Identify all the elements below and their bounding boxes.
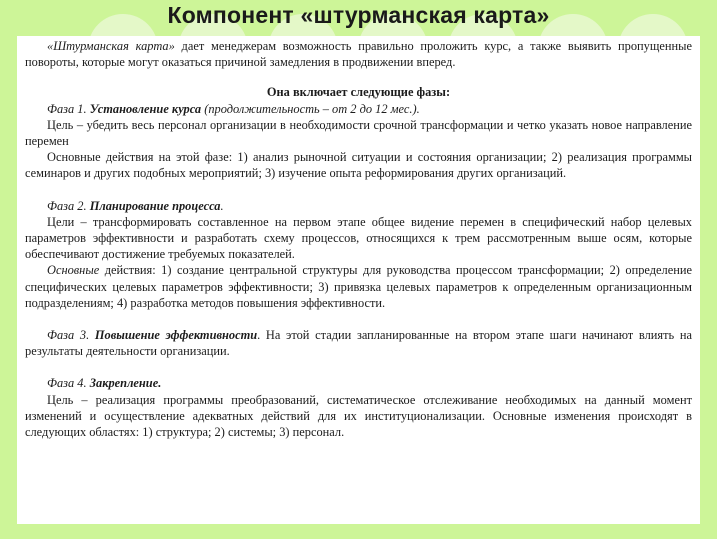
phase1-actions: Основные действия на этой фазе: 1) анализ рыночной ситуации и состояния организации; 2) реализация программы семинаров и других подобных мероприятий; 3) изучение опыта реформирования других организаций. <box>25 150 692 181</box>
phase3-text: На этой стадии запланированные на втором этапе шаги начинают влиять на результаты деятельности организации. <box>25 328 692 359</box>
phase4-num: Фаза 4. <box>47 376 87 391</box>
phase2-num: Фаза 2. <box>47 198 87 213</box>
phase1-title: Установление курса <box>89 101 202 116</box>
intro-paragraph <box>25 38 692 70</box>
phase2-goal: Цели – трансформировать составленное на первом этапе общее видение перемен в специфический набор целевых параметров эффективности и разработать схему процессов, относящихся к трем рассмотренным выше осям, которые обеспечивают достижение требуемых показателей. <box>25 214 692 262</box>
phase3-title: Повышение эффективности <box>94 328 258 343</box>
phase4-text: Цель – реализация программы преобразований, систематическое отслеживание необходимых на данный момент изменений и осуществление адекватных действий для их институционализации. Основные изменения происходят в следующих областях: 1) структура; 2) системы; 3) персонал. <box>25 392 692 440</box>
phase2-heading: Фаза 2. Планирование процесса. <box>47 198 224 213</box>
phase1-note: (продолжительность – от 2 до 12 мес.). <box>204 101 420 116</box>
phase2-actions-text: действия: 1) создание центральной структуры для руководства процессом трансформации; 2) определение специфических целевых параметров эффективности; 3) привязка целевых параметров к определенным организационным подразделениям; 4) разработка методов повышения эффективности. <box>25 263 692 310</box>
phase1-goal: Цель – убедить весь персонал организации в необходимости срочной трансформации и четко указать новое направление перемен <box>25 117 692 149</box>
intro-text: дает менеджерам возможность правильно проложить курс, а также выявить пропущенные повороты, которые могут оказаться причиной замедления в продвижении вперед. <box>25 39 692 70</box>
phase3-num: Фаза 3. <box>47 328 90 343</box>
phase4-heading <box>25 375 692 391</box>
phase1-heading <box>25 101 692 117</box>
phase2-title: Планирование процесса <box>89 198 221 213</box>
phase3-paragraph: Фаза 3. Повышение эффективности. На этой стадии запланированные на втором этапе шаги начинают влиять на результаты деятельности организации. <box>25 328 692 359</box>
slide-title: Компонент «штурманская карта» <box>167 2 550 28</box>
phase1-num: Фаза 1. <box>47 101 87 116</box>
intro-lead: «Штурманская карта» <box>47 39 175 53</box>
phases-heading: Она включает следующие фазы: <box>266 85 451 100</box>
phase4-title: Закрепление. <box>89 376 162 391</box>
content-panel <box>17 36 700 524</box>
phase2-actions-lead: Основные <box>47 263 100 278</box>
phase2-actions <box>25 262 692 311</box>
